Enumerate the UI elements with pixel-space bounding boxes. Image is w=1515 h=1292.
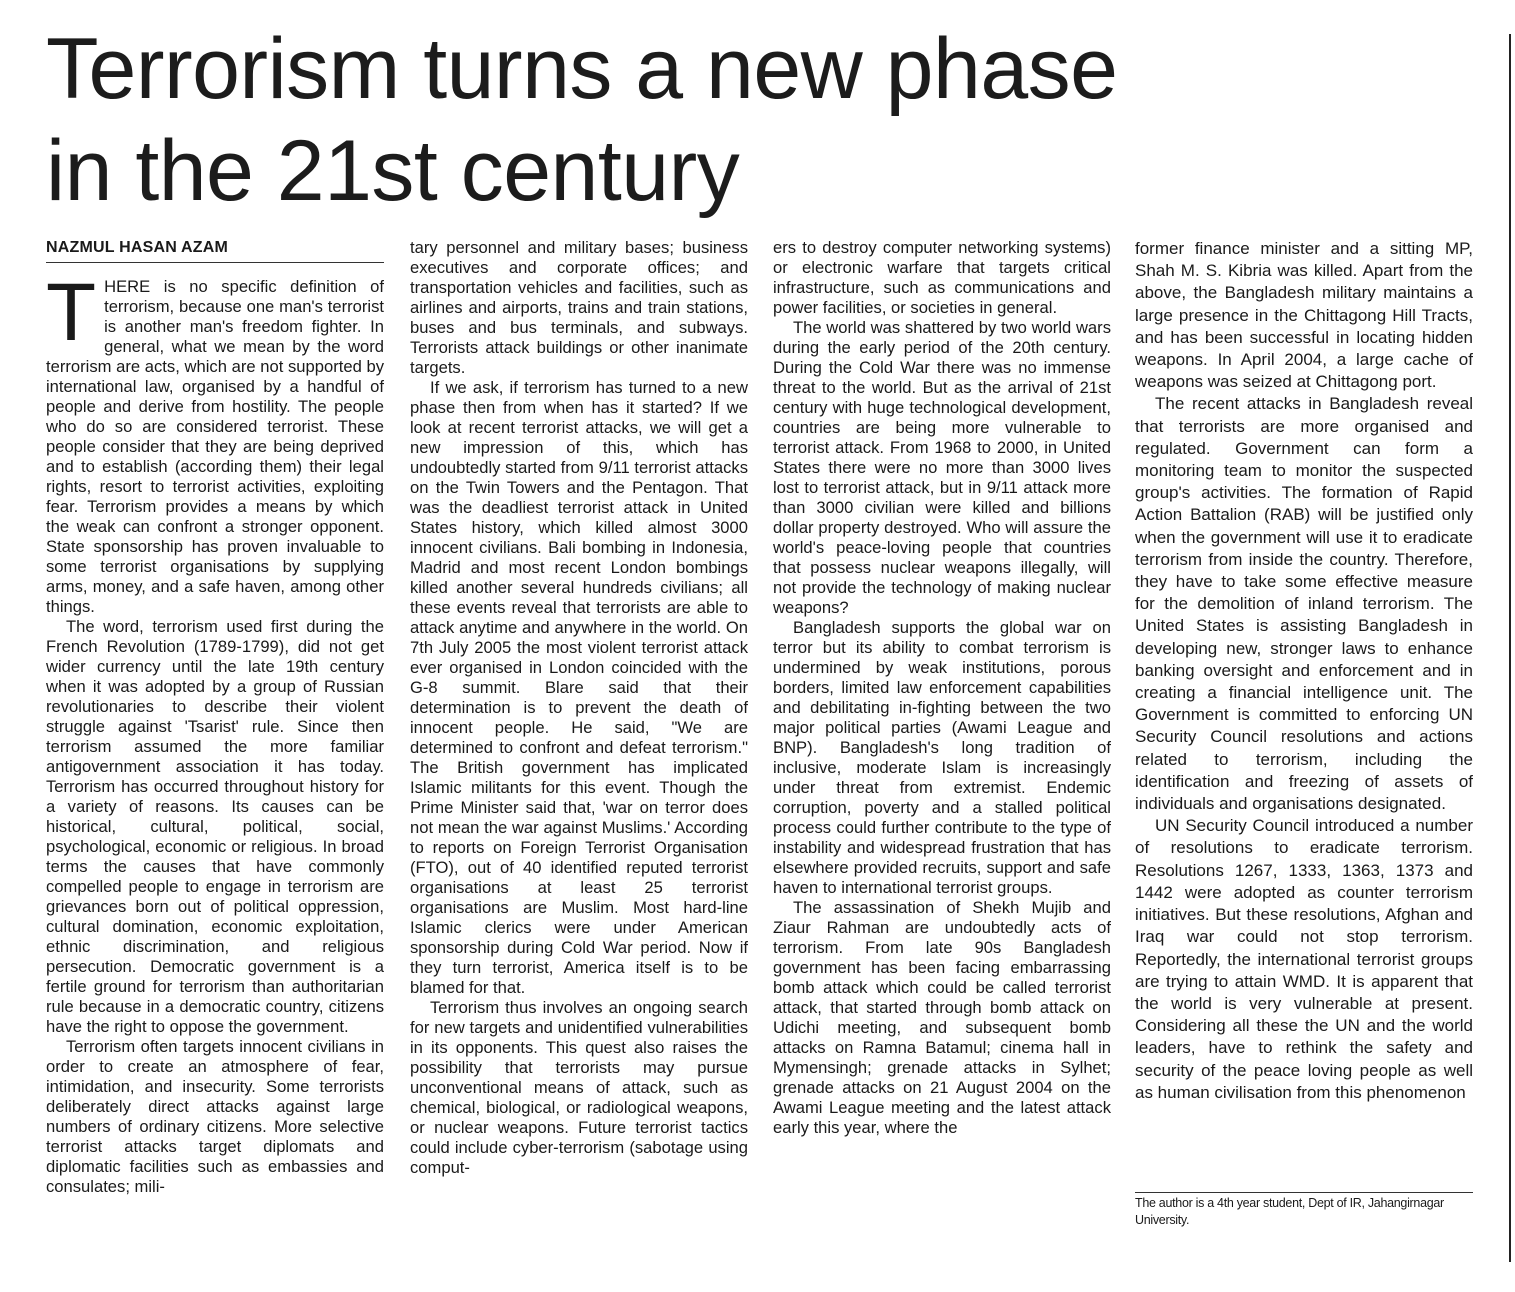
article-paragraph: The recent attacks in Bangladesh reveal that terrorists are more organised and regulated. Government can form a monitoring team to monitor the suspected group's activities. The formation of Rapid Action Battalion (RAB) will be justified only when the government will use it to eradicate terrorism from inside the country. Therefore, they have to take some effective measure for the demolition of inland terrorism. The United States is assisting Bangladesh in developing new, stronger laws to enhance banking oversight and enforcement and in creating a financial intelligence unit. The Government is committed to enforcing UN Security Council resolutions and actions related to terrorism, including the identification and freezing of assets of individuals and organisations designated.: [1135, 394, 1473, 814]
author-note: The author is a 4th year student, Dept of IR, Jahangirnagar University.: [1135, 1192, 1473, 1229]
drop-cap: T: [46, 267, 97, 358]
column-rule: [1509, 34, 1511, 1262]
article-column-3: [773, 238, 1111, 1138]
article-paragraph: The world was shattered by two world wars during the early period of the 20th century. During the Cold War there was no immense threat to the world. But as the arrival of 21st century with huge technological development, countries are being more vulnerable to terrorist attack. From 1968 to 2000, in United States there were no more than 3000 lives lost to terrorist attack, but in 9/11 attack more than 3000 civilian were killed and billions dollar property destroyed. Who will assure the world's peace-loving people that countries that possess nuclear weapons illegally, will not provide the technology of making nuclear weapons?: [773, 318, 1111, 617]
article-paragraph: The assassination of Shekh Mujib and Ziaur Rahman are undoubtedly acts of terrorism. From late 90s Bangladesh government has been facing embarrassing bomb attack which could be called terrorist attack, that started through bomb attack on Udichi meeting, and subsequent bomb attacks on Ramna Batamul; cinema hall in Mymensingh; grenade attacks in Sylhet; grenade attacks on 21 August 2004 on the Awami League meeting and the latest attack early this year, where the: [773, 898, 1111, 1137]
article-paragraph: ers to destroy computer networking systems) or electronic warfare that targets critical infrastructure, such as communications and power facilities, or societies in general.: [773, 238, 1111, 317]
article-paragraph: [46, 267, 384, 617]
author-byline: NAZMUL HASAN AZAM: [46, 238, 384, 263]
article-paragraph: Bangladesh supports the global war on terror but its ability to combat terrorism is undermined by weak institutions, porous borders, limited law enforcement capabilities and debilitating in-fighting between the two major political parties (Awami League and BNP). Bangladesh's long tradition of inclusive, moderate Islam is increasingly under threat from extremist. Endemic corruption, poverty and a stalled political process could further contribute to the type of instability and widespread frustration that has elsewhere provided recruits, support and safe haven to international terrorist groups.: [773, 618, 1111, 897]
article-paragraph: former finance minister and a sitting MP, Shah M. S. Kibria was killed. Apart from the above, the Bangladesh military maintains a large presence in the Chittagong Hill Tracts, and has been successful in locating hidden weapons. In April 2004, a large cache of weapons was seized at Chittagong port.: [1135, 239, 1473, 392]
article-paragraph: The word, terrorism used first during the French Revolution (1789-1799), did not get wider currency until the late 19th century when it was adopted by a group of Russian revolutionaries to describe their violent struggle against 'Tsarist' rule. Since then terrorism assumed the more familiar antigovernment association it has today. Terrorism has occurred throughout history for a variety of reasons. Its causes can be historical, cultural, political, social, psychological, economic or religious. In broad terms the causes that have commonly compelled people to engage in terrorism are grievances born out of political oppression, cultural domination, economic exploitation, ethnic discrimination, and religious persecution. Democratic government is a fertile ground for terrorism than authoritarian rule because in a democratic country, citizens have the right to oppose the government.: [46, 617, 384, 1036]
article-column-2: [410, 238, 748, 1178]
article-paragraph: tary personnel and military bases; business executives and corporate offices; and transportation vehicles and facilities, such as airlines and airports, trains and train stations, buses and bus terminals, and subways. Terrorists attack buildings or other inanimate targets.: [410, 238, 748, 377]
first-word: HERE: [104, 277, 151, 296]
article-paragraph: Terrorism often targets innocent civilians in order to create an atmosphere of fear, intimidation, and insecurity. Some terrorists deliberately direct attacks against large numbers of ordinary citizens. More selective terrorist attacks target diplomats and diplomatic facilities such as embassies and consulates; mili-: [46, 1037, 384, 1196]
article-column-4: [1135, 238, 1473, 1104]
article-paragraph: Terrorism thus involves an ongoing search for new targets and unidentified vulnerabilities in its opponents. This quest also raises the possibility that terrorists may pursue unconventional means of attack, such as chemical, biological, or radiological weapons, or nuclear weapons. Future terrorist tactics could include cyber-terrorism (sabotage using comput-: [410, 998, 748, 1177]
article-paragraph: If we ask, if terrorism has turned to a new phase then from when has it started? If we look at recent terrorist attacks, we will get a new impression of this, which has undoubtedly started from 9/11 terrorist attacks on the Twin Towers and the Pentagon. That was the deadliest terrorist attack in United States history, which killed almost 3000 innocent civilians. Bali bombing in Indonesia, Madrid and most recent London bombings killed another several hundreds civilians; all these events reveal that terrorists are able to attack anytime and anywhere in the world. On 7th July 2005 the most violent terrorist attack ever organised in London coincided with the G-8 summit. Blare said that their determination is to prevent the death of innocent people. He said, "We are determined to confront and defeat terrorism." The British government has implicated Islamic militants for this event. Though the Prime Minister said that, 'war on terror does not mean the war against Muslims.' According to reports on Foreign Terrorist Organisation (FTO), out of 40 identified reputed terrorist organisations at least 25 terrorist organisations are Muslim. Most hard-line Islamic clerics were under American sponsorship during Cold War period. Now if they turn terrorist, America itself is to be blamed for that.: [410, 378, 748, 997]
paragraph-text: is no specific definition of terrorism, because one man's terrorist is another man's freedom fighter. In general, what we mean by the word terrorism are acts, which are not supported by international law, organised by a handful of people and derive from hostility. The people who do so are considered terrorist. These people consider that they are being deprived and to establish (according them) their legal rights, resort to terrorist activities, exploiting fear. Terrorism provides a means by which the weak can confront a stronger opponent. State sponsorship has proven invaluable to some terrorist organisations by supplying arms, money, and a safe haven, among other things.: [46, 277, 384, 616]
headline-line-1: Terrorism turns a new phase: [46, 21, 1118, 117]
article-column-1: [46, 238, 384, 1197]
headline-line-2: in the 21st century: [46, 123, 740, 219]
article-paragraph: UN Security Council introduced a number of resolutions to eradicate terrorism. Resolutions 1267, 1333, 1363, 1373 and 1442 were adopted as counter terrorism initiatives. But these resolutions, Afghan and Iraq war could not stop terrorism. Reportedly, the international terrorist groups are trying to attain WMD. It is apparent that the world is very vulnerable at present. Considering all these the UN and the world leaders, have to rethink the safety and security of the peace loving people as well as human civilisation from this phenomenon: [1135, 816, 1473, 1102]
headline: [46, 18, 1226, 222]
